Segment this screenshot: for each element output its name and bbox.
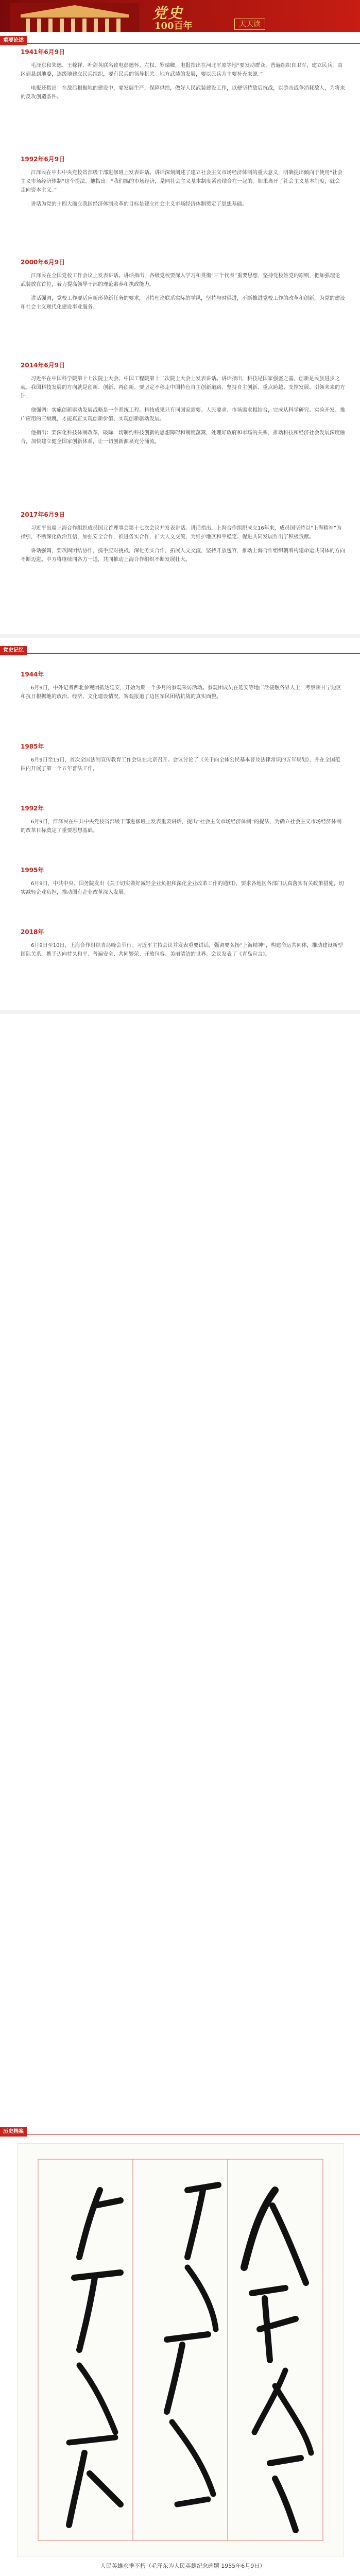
event-paragraph: 6月9日至15日，首次全国法制宣传教育工作会议在北京召开。会议讨论了《关于向全体公民基本普及法律常识的五年规划》，并在全国范围内开展了第一个五年普法工作。 [21, 757, 340, 772]
statement-2017 [21, 510, 345, 569]
section-title-calligraphy: 历史档案 [0, 2127, 27, 2137]
event-paragraph: 6月9日，中共中央、国务院发出《关于切实做好减轻企业负担和深化企业改革工作的通知》，要求各地区各部门认真落实有关政策措施，切实减轻企业负担，推动国有企业改革深入发展。 [21, 881, 344, 895]
statement-paragraph: 他指出：要深化科技体制改革，破除一切制约科技创新的思想障碍和制度藩篱，处理好政府和市场的关系，推动科技和经济社会发展深度融合，加快建立健全国家创新体系，让一切创新源泉充分涌流。 [21, 430, 345, 445]
statement-paragraph: 他强调：实施创新驱动发展战略是一个系统工程。科技成果只有同国家需要、人民要求、市场需求相结合，完成从科学研究、实验开发、推广应用的三级跳，才能真正实现创新价值、实现创新驱动发展。 [21, 408, 345, 422]
header-banner [0, 0, 360, 32]
event-date: 1995年 [21, 867, 44, 874]
section-title-party-history: 党史记忆 [0, 646, 27, 655]
event-1995 [21, 866, 345, 902]
statement-1941 [21, 47, 345, 107]
calligraphy-image [17, 2143, 344, 2556]
section-title-statements: 重要论述 [0, 36, 27, 45]
event-1985 [21, 742, 345, 778]
event-date: 1992年 [21, 805, 44, 812]
statement-paragraph: 毛泽东和朱德、王稼祥、叶剑英联名致电彭德怀、左权、罗瑞卿，电报指出在河北平原等地“要发动群众，普遍组织自卫军，建立民兵，由区到县到地委，逐级地建立民兵组织，要有民兵的领导机关。地方武装的发展，要以民兵为主要补充来源。” [21, 63, 343, 77]
statement-date: 2000年6月9日 [21, 259, 65, 266]
event-paragraph: 6月9日，中外记者西北参观团抵达延安，开始为期一个多月的参观采访活动。参观团成员在延安等地广泛接触各界人士，考察陕甘宁边区和抗日根据地的政治、经济、文化建设情况，客观报道了边区军民团结抗战的真实面貌。 [21, 685, 341, 700]
statement-date: 1941年6月9日 [21, 48, 65, 56]
banner-hundred-years: 100百年 [155, 21, 193, 31]
event-date: 1985年 [21, 743, 44, 750]
section-header-party-history [0, 644, 360, 654]
statement-paragraph: 讲话强调，党校工作要适应新形势新任务的要求，坚持理论联系实际的学风，坚持与时俱进，不断推进党校工作的改革和创新，为党的建设和社会主义现代化建设事业服务。 [21, 296, 345, 310]
statement-2014 [21, 361, 345, 451]
event-paragraph: 6月9日至10日，上海合作组织青岛峰会举行。习近平主持会议并发表重要讲话，强调要弘扬“上海精神”，构建命运共同体，推动建设新型国际关系，携手迈向持久和平、普遍安全、共同繁荣、开放包容、美丽清洁的世界。会议发表了《青岛宣言》。 [21, 943, 343, 957]
section-divider [0, 1010, 360, 1014]
statement-date: 1992年6月9日 [21, 156, 65, 163]
event-date: 1944年 [21, 671, 44, 678]
statement-date: 2017年6月9日 [21, 511, 65, 518]
event-1992 [21, 804, 345, 840]
statement-2000 [21, 258, 345, 317]
section-divider [0, 634, 360, 638]
statement-paragraph: 讲话为党的十四大确立我国经济体制改革的目标是建立社会主义市场经济体制奠定了思想基础。 [31, 201, 247, 207]
statement-paragraph: 习近平在中国科学院第十七次院士大会、中国工程院第十二次院士大会上发表讲话。讲话指出，科技是国家强盛之基，创新是民族进步之魂。我国科技发展的方向就是创新、创新、再创新。要坚定不移走中国特色自主创新道路，坚持自主创新、重点跨越、支撑发展、引领未来的方针。 [21, 376, 345, 399]
great-hall-image [10, 3, 139, 32]
statement-date: 2014年6月9日 [21, 362, 65, 369]
event-paragraph: 6月9日，江泽民在中共中央党校省部级干部进修班上发表重要讲话，提出“社会主义市场经济体制”的提法，为确立社会主义市场经济体制的改革目标奠定了重要思想基础。 [21, 819, 342, 834]
statement-1992 [21, 155, 345, 214]
section-header-statements [0, 34, 360, 44]
banner-daily-read-tag: 天天读 [234, 19, 265, 30]
calligraphy-strokes [18, 2144, 344, 2556]
event-2018 [21, 927, 345, 964]
section-header-calligraphy [0, 2125, 360, 2135]
statement-paragraph: 习近平出席上海合作组织成员国元首理事会第十七次会议并发表讲话。讲话指出，上海合作组织成立16年来，成员国坚持以“上海精神”为指引，不断深化政治互信，加强安全合作，推进务实合作，扩大人文交流，为维护地区和平稳定、促进共同发展作出了积极贡献。 [21, 526, 342, 540]
statement-paragraph: 江泽民在中共中央党校省部级干部进修班上发表讲话。讲话深刻阐述了建立社会主义市场经济体制的重大意义，明确提出倾向于使用“社会主义市场经济体制”这个提法。他指出：“我们搞的市场经济，是同社会主义基本制度紧密结合在一起的。如果离开了社会主义基本制度，就会走向资本主义。” [21, 170, 343, 193]
statement-paragraph: 讲话强调，要巩固团结协作，携手应对挑战，深化务实合作，拓展人文交流，坚持开放包容，推动上海合作组织朝着构建命运共同体的方向不断迈进。中方将继续同各方一道，共同推动上海合作组织不断发展壮大。 [21, 548, 345, 563]
banner-title: 党史 [152, 5, 184, 22]
event-date: 2018年 [21, 928, 44, 936]
calligraphy-caption: 人民英雄永垂不朽（毛泽东为人民英雄纪念碑题 1955年6月9日） [100, 2563, 266, 2569]
statement-paragraph: 江泽民在全国党校工作会议上发表讲话。讲话指出，各级党校要深入学习和贯彻“三个代表”重要思想，坚持党校姓党的原则，把加强理论武装放在首位，着力提高领导干部的理论素养和执政能力。 [21, 273, 340, 287]
event-1944 [21, 670, 345, 706]
statement-paragraph: 电报还指出：在敌后根据地的建设中，要发展生产，保障供给，做好人民武装建设工作，以便坚持敌后抗战，以游击战争消耗敌人，为将来的反攻创造条件。 [21, 86, 345, 100]
